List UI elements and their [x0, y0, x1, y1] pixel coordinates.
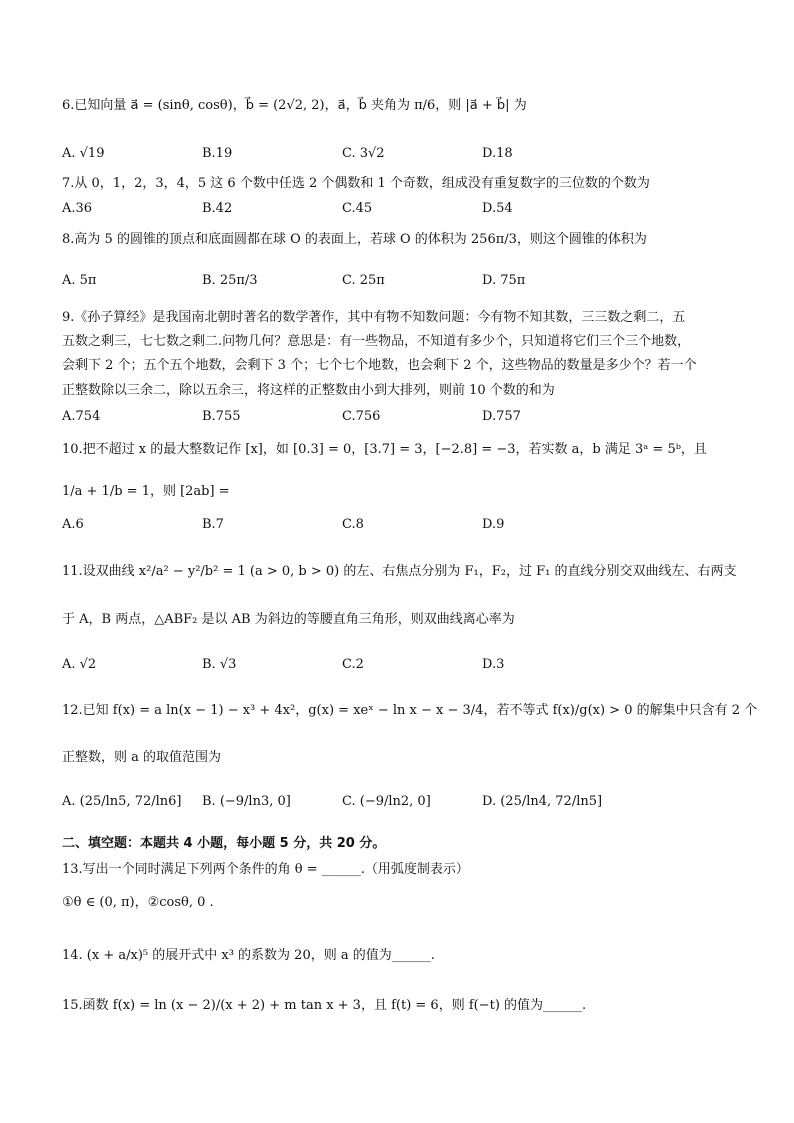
question-6-option-d: D.18: [482, 146, 513, 161]
question-12-option-b: B. (−9/ln3, 0]: [202, 794, 291, 809]
question-7-option-a: A.36: [62, 201, 93, 216]
question-7-option-b: B.42: [202, 201, 233, 216]
question-12-stem-line-1: 12.已知 f(x) = a ln(x − 1) − x³ + 4x²，g(x) = xeˣ − ln x − x − 3/4，若不等式 f(x)/g(x) > 0 的解集中只含有 2 个: [62, 703, 758, 718]
question-13-line-1: 13.写出一个同时满足下列两个条件的角 θ = ______.（用弧度制表示）: [62, 862, 469, 877]
question-9-stem-line-2: 五数之剩三，七七数之剩二.问物几何？意思是：有一些物品，不知道有多少个，只知道将它们三个三个地数，: [62, 334, 691, 349]
question-9-stem-line-3: 会剩下 2 个；五个五个地数，会剩下 3 个；七个七个地数，也会剩下 2 个，这些物品的数量是多少个？若一个: [62, 358, 697, 373]
question-6-option-a: A. √19: [62, 146, 105, 161]
question-8-option-d: D. 75π: [482, 273, 526, 288]
question-8-option-b: B. 25π/3: [202, 273, 258, 288]
question-6-stem: 6.已知向量 a⃗ = (sinθ, cosθ)，b⃗ = (2√2, 2)，a⃗，b⃗ 夹角为 π/6，则 |a⃗ + b⃗| 为: [62, 98, 527, 113]
question-11-stem-line-1: 11.设双曲线 x²/a² − y²/b² = 1 (a > 0, b > 0) 的左、右焦点分别为 F₁，F₂，过 F₁ 的直线分别交双曲线左、右两支: [62, 564, 737, 579]
question-7-option-c: C.45: [342, 201, 373, 216]
question-12-option-d: D. (25/ln4, 72/ln5]: [482, 794, 603, 809]
question-12-option-a: A. (25/ln5, 72/ln6]: [62, 794, 182, 809]
question-11-option-b: B. √3: [202, 657, 237, 672]
question-9-option-d: D.757: [482, 409, 521, 424]
question-8-option-a: A. 5π: [62, 273, 97, 288]
question-10-option-a: A.6: [62, 517, 84, 532]
question-9-stem-line-1: 9.《孙子算经》是我国南北朝时著名的数学著作，其中有物不知数问题：今有物不知其数，三三数之剩二，五: [62, 310, 686, 325]
question-10-stem-line-1: 10.把不超过 x 的最大整数记作 [x]，如 [0.3] = 0，[3.7] = 3，[−2.8] = −3，若实数 a，b 满足 3ᵃ = 5ᵇ，且: [62, 442, 707, 457]
question-10-stem-line-2: 1/a + 1/b = 1，则 [2ab] =: [62, 484, 230, 499]
question-14: 14. (x + a/x)⁵ 的展开式中 x³ 的系数为 20，则 a 的值为______.: [62, 948, 435, 963]
question-13-line-2: ①θ ∈ (0, π)，②cosθ, 0 .: [62, 895, 214, 910]
question-9-option-c: C.756: [342, 409, 381, 424]
question-10-option-c: C.8: [342, 517, 364, 532]
question-12-option-c: C. (−9/ln2, 0]: [342, 794, 431, 809]
question-8-option-c: C. 25π: [342, 273, 385, 288]
question-11-option-c: C.2: [342, 657, 364, 672]
question-6-option-c: C. 3√2: [342, 146, 385, 161]
question-15: 15.函数 f(x) = ln (x − 2)/(x + 2) + m tan x + 3，且 f(t) = 6，则 f(−t) 的值为______.: [62, 998, 587, 1013]
question-12-stem-line-2: 正整数，则 a 的取值范围为: [62, 750, 222, 765]
section-2-heading: 二、填空题：本题共 4 小题，每小题 5 分，共 20 分。: [62, 836, 386, 851]
question-8-stem: 8.高为 5 的圆锥的顶点和底面圆都在球 O 的表面上，若球 O 的体积为 256π/3，则这个圆锥的体积为: [62, 232, 647, 247]
question-7-stem: 7.从 0，1，2，3，4，5 这 6 个数中任选 2 个偶数和 1 个奇数，组成没有重复数字的三位数的个数为: [62, 176, 650, 191]
question-11-option-a: A. √2: [62, 657, 97, 672]
question-11-option-d: D.3: [482, 657, 505, 672]
question-10-option-d: D.9: [482, 517, 505, 532]
question-6-option-b: B.19: [202, 146, 233, 161]
question-9-option-b: B.755: [202, 409, 241, 424]
question-7-option-d: D.54: [482, 201, 513, 216]
question-9-stem-line-4: 正整数除以三余二，除以五余三，将这样的正整数由小到大排列，则前 10 个数的和为: [62, 383, 555, 398]
question-9-option-a: A.754: [62, 409, 101, 424]
question-11-stem-line-2: 于 A，B 两点，△ABF₂ 是以 AB 为斜边的等腰直角三角形，则双曲线离心率为: [62, 612, 515, 627]
question-10-option-b: B.7: [202, 517, 224, 532]
